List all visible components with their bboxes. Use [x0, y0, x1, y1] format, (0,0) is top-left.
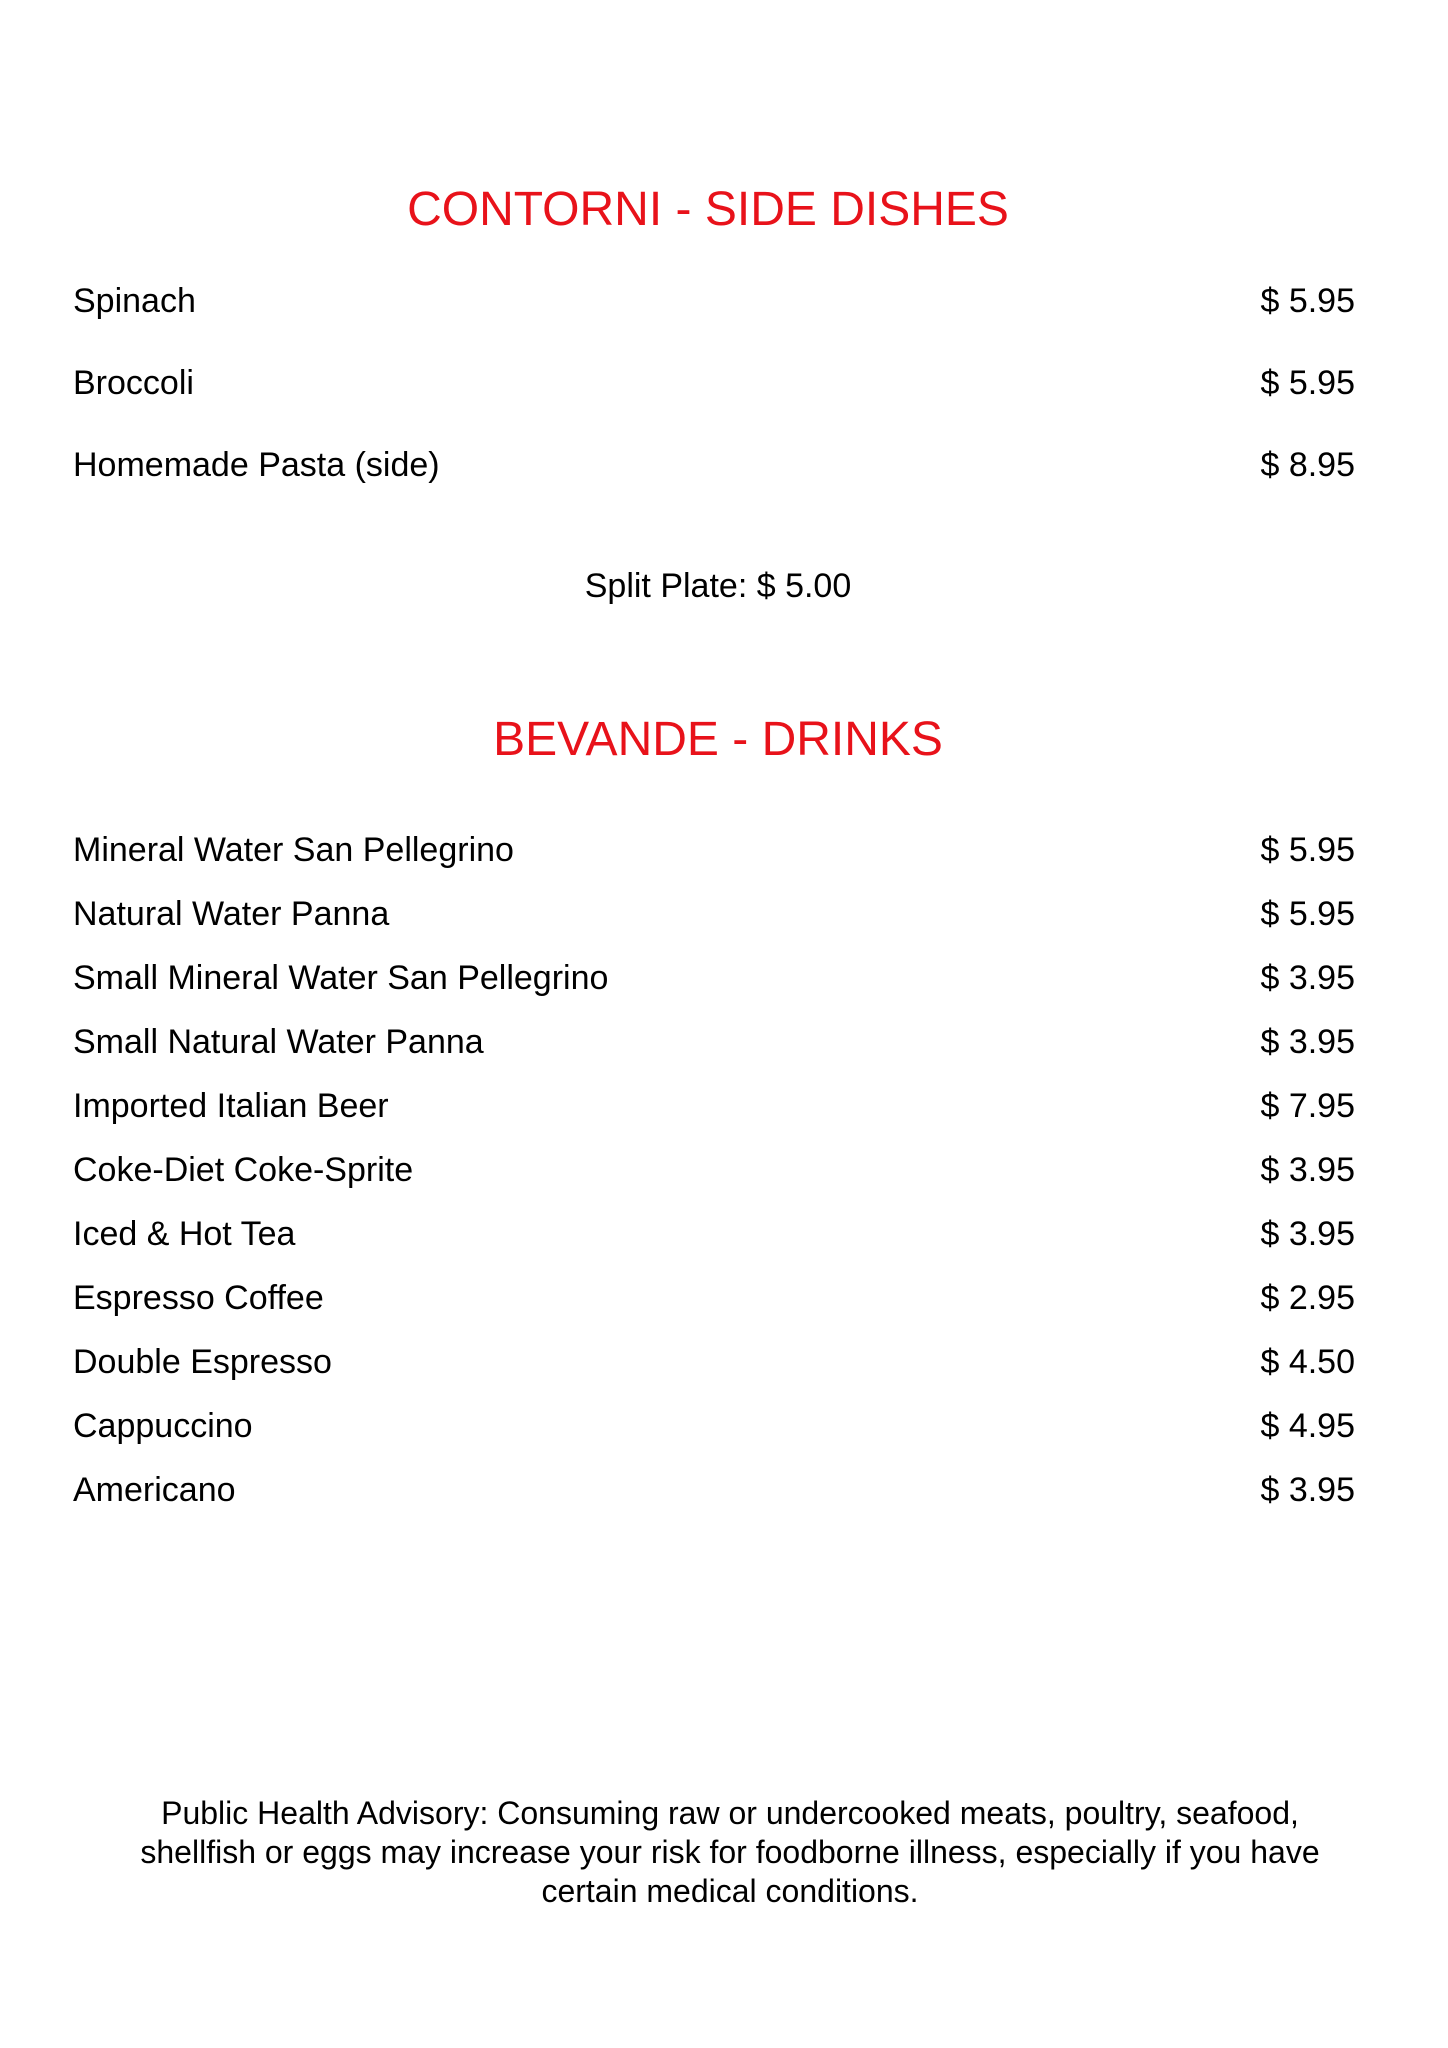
menu-item-row: [73, 892, 1355, 936]
item-name: Cappuccino: [73, 1407, 253, 1445]
public-health-advisory: Public Health Advisory: Consuming raw or undercooked meats, poultry, seafood, shellfish or eggs may increase your risk for foodborne illness, especially if you have certain medical conditions.: [140, 1795, 1320, 1909]
item-name: Small Natural Water Panna: [73, 1023, 484, 1061]
item-name: Broccoli: [73, 364, 194, 402]
item-price: $ 5.95: [1260, 831, 1355, 869]
menu-item-row: [73, 1020, 1355, 1064]
item-price: $ 2.95: [1260, 1279, 1355, 1317]
item-name: Espresso Coffee: [73, 1279, 324, 1317]
item-price: $ 5.95: [1260, 364, 1355, 402]
item-name: Small Mineral Water San Pellegrino: [73, 959, 609, 997]
item-price: $ 3.95: [1260, 1151, 1355, 1189]
menu-item-row: [73, 1148, 1355, 1192]
menu-item-row: [73, 828, 1355, 872]
item-name: Natural Water Panna: [73, 895, 390, 933]
menu-item-row: [73, 361, 1355, 405]
item-name: Spinach: [73, 282, 196, 320]
menu-item-row: [73, 443, 1355, 487]
item-price: $ 3.95: [1260, 959, 1355, 997]
item-price: $ 3.95: [1260, 1471, 1355, 1509]
item-name: Homemade Pasta (side): [73, 446, 440, 484]
menu-item-row: [73, 1276, 1355, 1320]
item-name: Americano: [73, 1471, 236, 1509]
menu-item-row: [73, 956, 1355, 1000]
bevande-heading: BEVANDE - DRINKS: [493, 713, 943, 766]
menu-item-row: [73, 1084, 1355, 1128]
item-price: $ 5.95: [1260, 282, 1355, 320]
item-name: Mineral Water San Pellegrino: [73, 831, 514, 869]
item-price: $ 3.95: [1260, 1215, 1355, 1253]
split-plate-note: Split Plate: $ 5.00: [584, 567, 852, 605]
menu-item-row: [73, 1212, 1355, 1256]
item-price: $ 8.95: [1260, 446, 1355, 484]
item-price: $ 5.95: [1260, 895, 1355, 933]
item-name: Double Espresso: [73, 1343, 332, 1381]
item-name: Iced & Hot Tea: [73, 1215, 296, 1253]
item-price: $ 4.50: [1260, 1343, 1355, 1381]
menu-item-row: [73, 1468, 1355, 1512]
menu-item-row: [73, 1340, 1355, 1384]
item-name: Coke-Diet Coke-Sprite: [73, 1151, 414, 1189]
item-price: $ 4.95: [1260, 1407, 1355, 1445]
item-price: $ 7.95: [1260, 1087, 1355, 1125]
menu-item-row: [73, 1404, 1355, 1448]
item-name: Imported Italian Beer: [73, 1087, 389, 1125]
contorni-heading: CONTORNI - SIDE DISHES: [407, 183, 1009, 236]
menu-item-row: [73, 279, 1355, 323]
item-price: $ 3.95: [1260, 1023, 1355, 1061]
